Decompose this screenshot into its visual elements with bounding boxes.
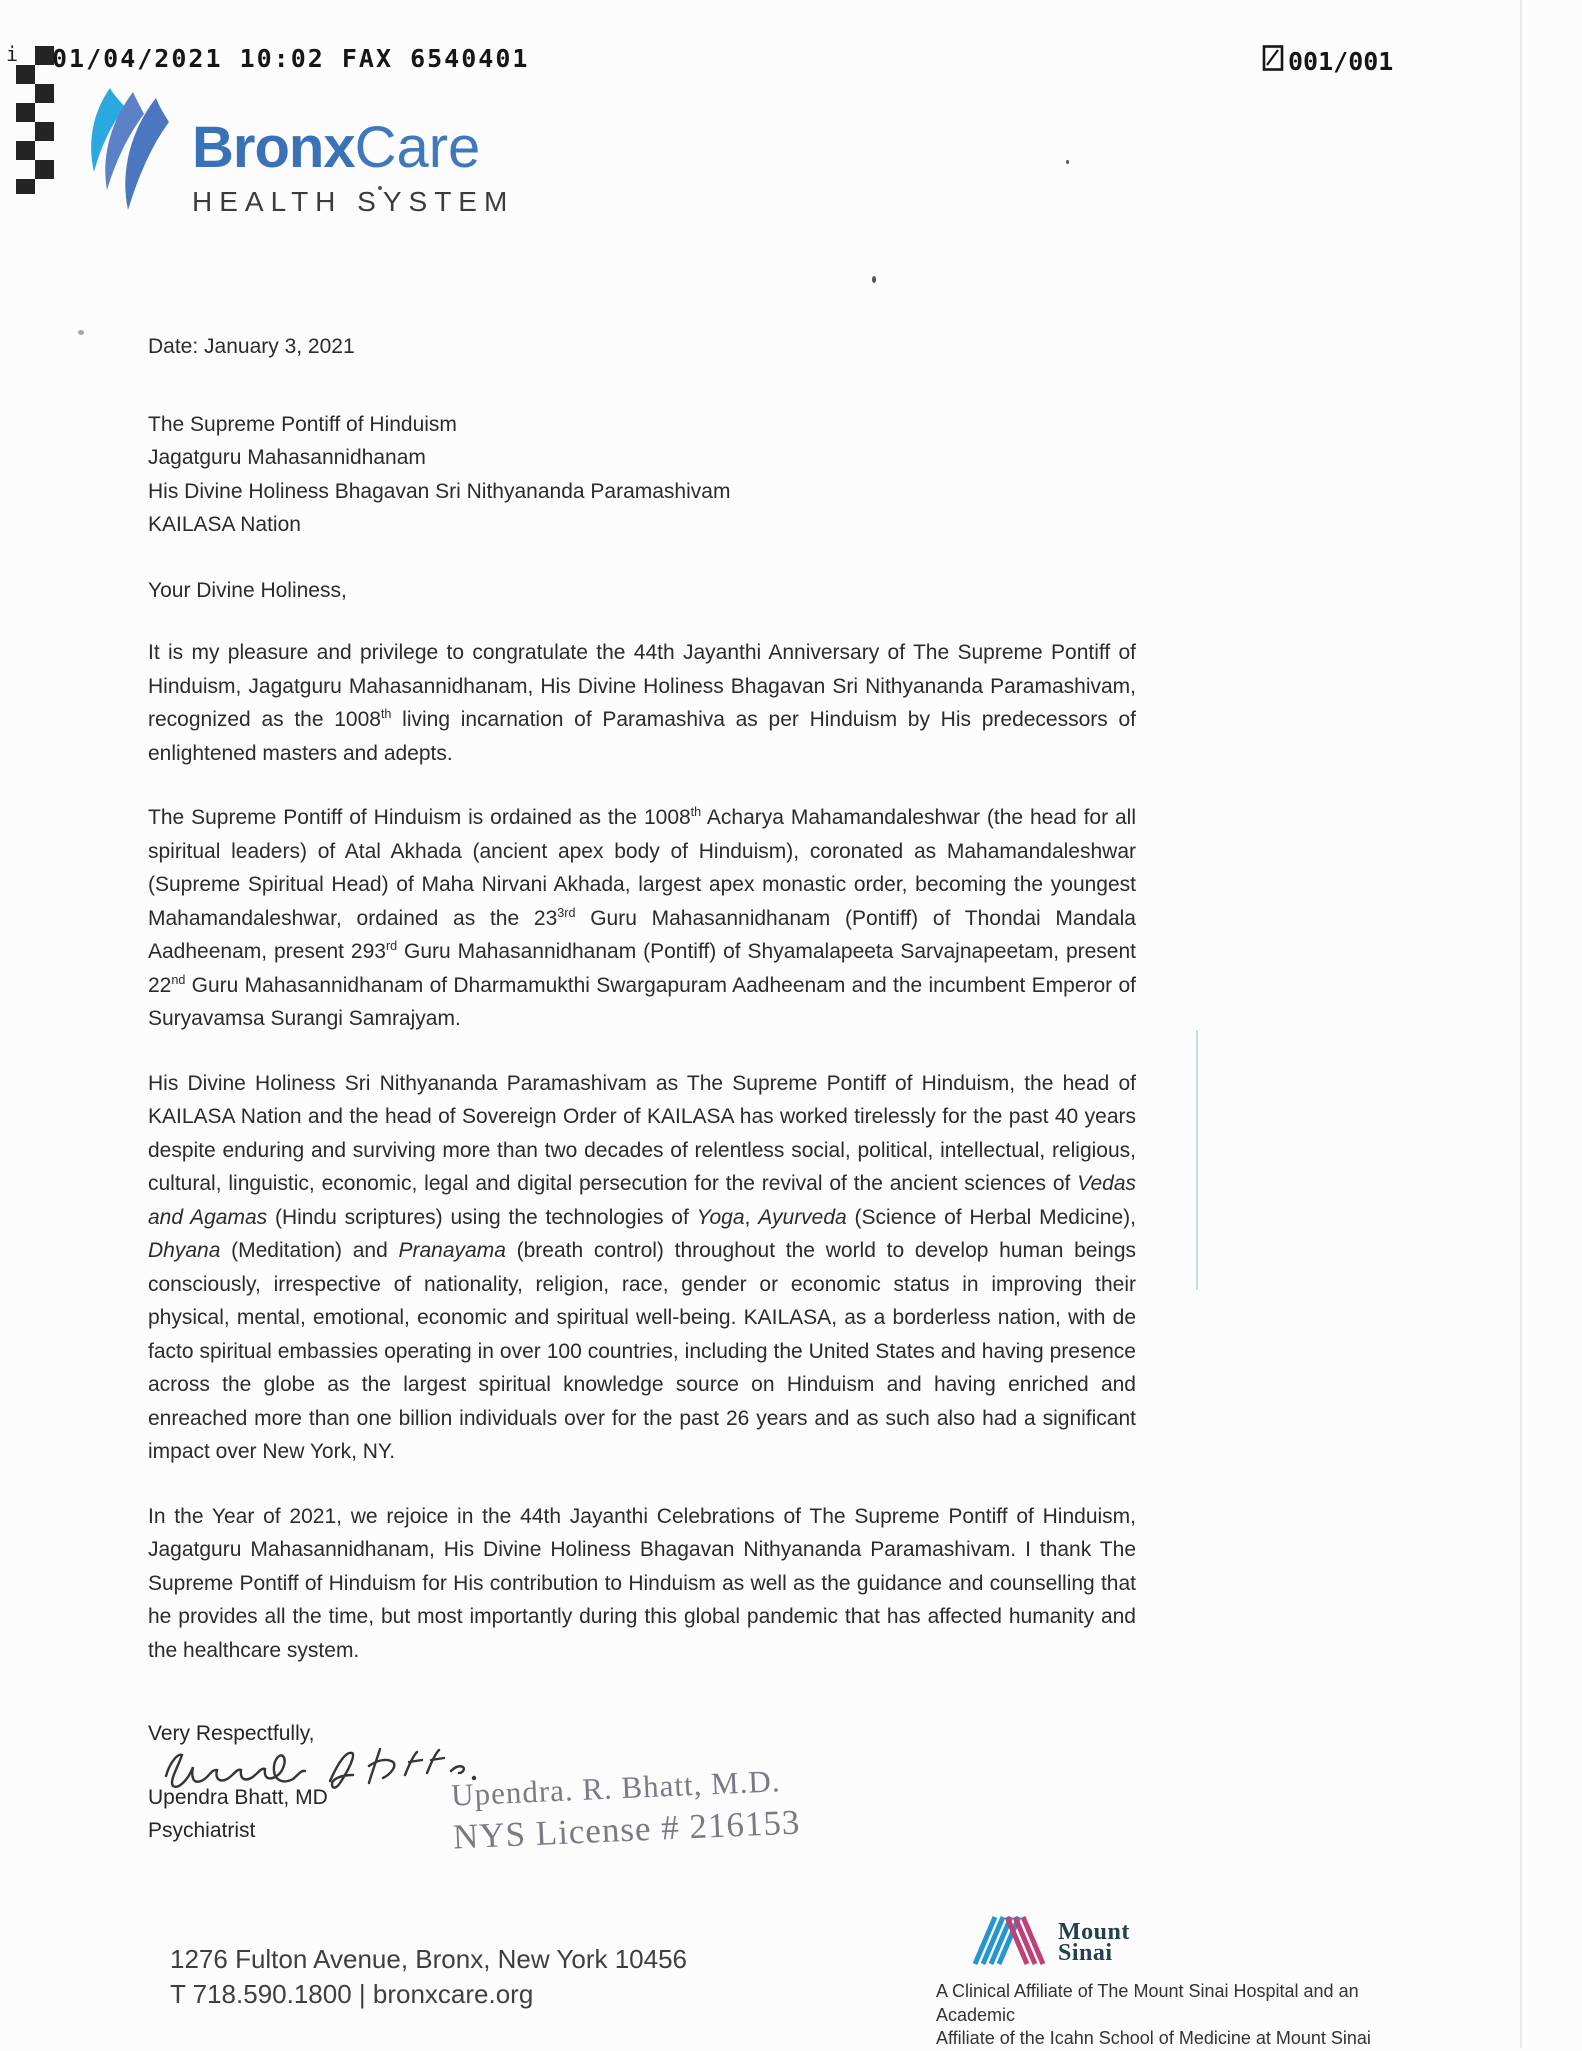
paragraph-4: In the Year of 2021, we rejoice in the 44th Jayanthi Celebrations of The Supreme Pontiff of Hinduism, Jagatguru Mahasannidhanam, His Divine Holiness Bhagavan Nithyananda Paramashivam. I thank The Supreme Pontiff of Hinduism for His contribution to Hinduism as well as the guidance and counselling that he provides all the time, but most importantly during this global pandemic that has affected humanity and the healthcare system. [148, 1504, 1136, 1662]
bronxcare-logo [192, 115, 515, 218]
affiliate-text-line1: A Clinical Affiliate of The Mount Sinai Hospital and an Academic [936, 1981, 1359, 2025]
recipient-line: KAILASA Nation [148, 513, 301, 536]
footer-address-block [170, 1942, 687, 2012]
brand-name [192, 115, 514, 180]
signer-name: Upendra Bhatt, MD [148, 1786, 328, 1809]
stamp-license-number: NYS License # 216153 [452, 1802, 802, 1857]
paragraph-1: It is my pleasure and privilege to congratulate the 44th Jayanthi Anniversary of The Supreme Pontiff of Hinduism, Jagatguru Mahasannidhanam, His Divine Holiness Bhagavan Sri Nithyananda Paramashivam, recognized as the 1008th living incarnation of Paramashiva as per Hinduism by His predecessors of enlightened masters and adepts. [148, 641, 1136, 765]
license-stamp [450, 1762, 801, 1857]
brand-name-bold: Bronx [192, 115, 355, 180]
signer-title: Psychiatrist [148, 1819, 256, 1842]
bronxcare-swoosh-icon [80, 84, 180, 219]
recipient-line: His Divine Holiness Bhagavan Sri Nithyananda Paramashivam [148, 479, 731, 503]
fax-timestamp: 01/04/2021 10:02 FAX 6540401 [52, 44, 530, 73]
mount-sinai-name [1058, 1918, 1130, 1966]
mount-sinai-name-line1: Mount [1058, 1918, 1130, 1945]
salutation: Your Divine Holiness, [148, 578, 347, 602]
mountain-stripes-icon [970, 1914, 1048, 1971]
affiliate-text [936, 1980, 1406, 2051]
date-line: Date: January 3, 2021 [148, 335, 355, 358]
paragraph-2: The Supreme Pontiff of Hinduism is ordained as the 1008th Acharya Mahamandaleshwar (the head for all spiritual leaders) of Atal Akhada (ancient apex body of Hinduism), coronated as Mahamandaleshwar (Supreme Spiritual Head) of Maha Nirvani Akhada, largest apex monastic order, becoming the youngest Mahamandaleshwar, ordained as the $23^{3rd}$ Guru Mahasannidhanam (Pontiff) of Thondai Mandala Aadheenam, present 293rd Guru Mahasannidhanam (Pontiff) of Shyamalapeeta Sarvajnapeetam, present 22nd Guru Mahasannidhanam of Dharmamukthi Swargapuram Aadheenam and the incumbent Emperor of Suryavamsa Surangi Samrajyam. [148, 805, 1137, 1030]
recipient-line: Jagatguru Mahasannidhanam [148, 446, 426, 469]
page-count-icon [1262, 44, 1284, 78]
fax-page-count [1262, 44, 1393, 78]
brand-name-light: Care [354, 115, 481, 180]
brand-tagline: HEALTH SYSTEM [192, 186, 515, 217]
scan-artifact [78, 330, 84, 335]
mount-sinai-block [936, 1914, 1406, 2051]
scan-artifact-line [1196, 1030, 1198, 1290]
recipient-block [148, 408, 1136, 542]
scan-artifact [872, 276, 876, 283]
stamp-name: Upendra. R. Bhatt, M.D. [450, 1763, 782, 1813]
recipient-line: The Supreme Pontiff of Hinduism [148, 412, 457, 436]
mount-sinai-logo [970, 1914, 1406, 1971]
affiliate-text-line2: Affiliate of the Icahn School of Medicine at Mount Sinai [936, 2028, 1371, 2048]
scan-artifact: i [6, 42, 19, 66]
fax-checker-strip [16, 46, 54, 194]
mount-sinai-name-line2: Sinai [1058, 1939, 1113, 1966]
page-count-label: 001/001 [1288, 46, 1394, 76]
letter-body [148, 330, 1136, 1698]
paragraph-3: His Divine Holiness Sri Nithyananda Paramashivam as The Supreme Pontiff of Hinduism, the head of KAILASA Nation and the head of Sovereign Order of KAILASA has worked tirelessly for the past 40 years despite enduring and surviving more than two decades of relentless social, political, intellectual, religious, cultural, linguistic, economic, legal and digital persecution for the revival of the ancient sciences of Vedas and Agamas (Hindu scriptures) using the technologies of Yoga, Ayurveda (Science of Herbal Medicine), Dhyana (Meditation) and Pranayama (breath control) throughout the world to develop human beings consciously, irrespective of nationality, religion, race, gender or economic status in improving their physical, mental, emotional, economic and spiritual well-being. KAILASA, as a borderless nation, with de facto spiritual embassies operating in over 100 countries, including the United States and having presence across the globe as the largest spiritual knowledge source on Hinduism and having enriched and enreached more than one billion individuals over for the past 26 years and as such also had a significant impact over New York, NY. [148, 1071, 1136, 1463]
footer-contact: T 718.590.1800 | bronxcare.org [170, 1979, 534, 2009]
scan-artifact [1066, 160, 1069, 164]
scan-edge-line [1520, 0, 1522, 2048]
footer-address: 1276 Fulton Avenue, Bronx, New York 10456 [170, 1944, 688, 1974]
closing-line: Very Respectfully, [148, 1722, 315, 1745]
